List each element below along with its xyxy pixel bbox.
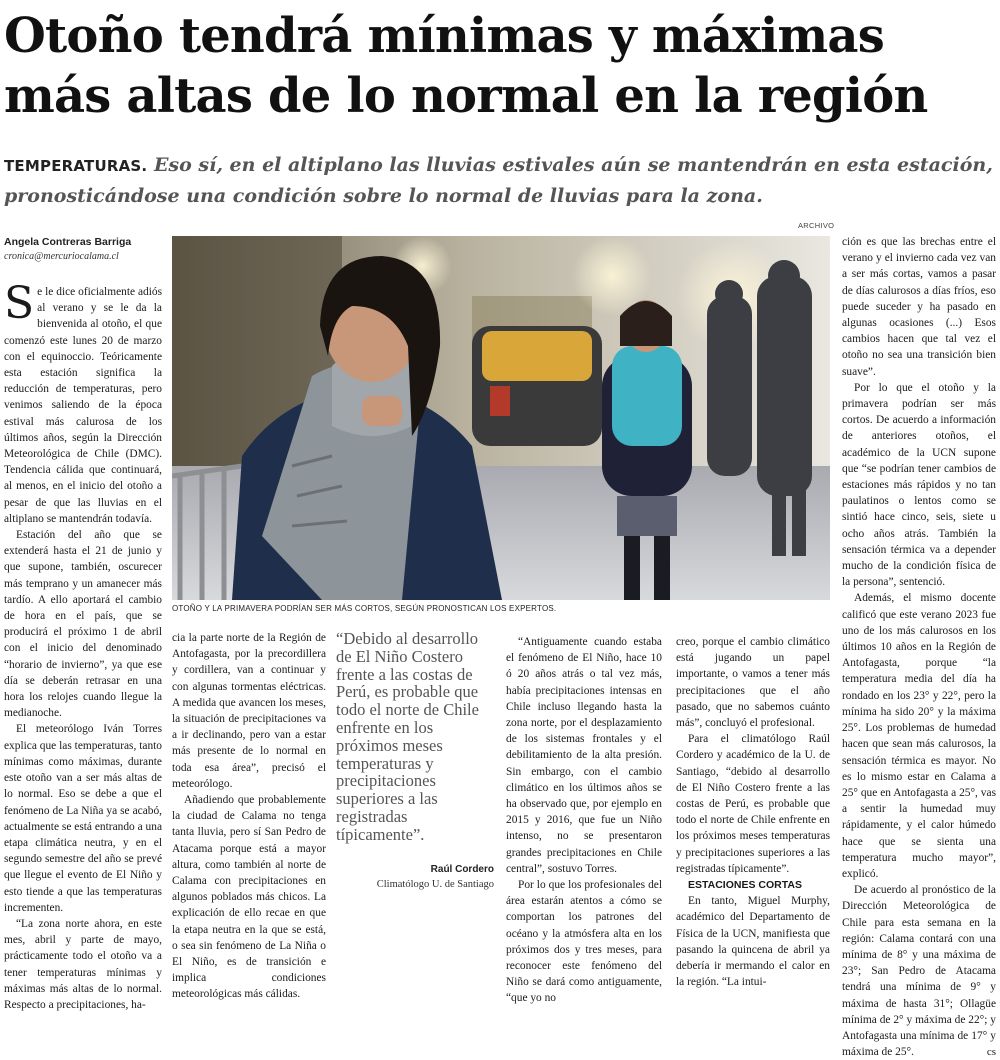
photo-credit: ARCHIVO	[798, 221, 835, 230]
article-column-5	[842, 234, 996, 1060]
paragraph: Para el climatólogo Raúl Cordero y académico de la U. de Santiago, “debido al desarrollo de El Niño Costero frente a las costas de Perú, es probable que todo el norte de Chile enfrente en los próximos meses temperaturas y precipitaciones superiores a las registradas típicamente”.	[676, 733, 830, 875]
paragraph: Estación del año que se extenderá hasta el 21 de junio y que supone, también, oscurecer más temprano y un amanecer más tardío. A ello aportará el cambio de hora en el país, que se producirá el próximo 1 de abril con el inicio del denominado “horario de invierno”, ya que ese día se deberán retrasar en una hora los relojes cuando llegue la medianoche.	[4, 529, 162, 720]
byline-email[interactable]: cronica@mercuriocalama.cl	[4, 251, 119, 262]
paragraph: El meteorólogo Iván Torres explica que las temperaturas, tanto mínimas como máximas, durante este otoño van a ser más altas de lo normal. Eso se debe a que el fenómeno de La Niña ya se acabó, actualmente se está entrando a una etapa climática neutra, y en el segundo semestre del año se prevé que llegue el evento de El Niño y esto tiende a que las temperaturas incrementen.	[4, 723, 162, 914]
paragraph: Por lo que los profesionales del área estarán atentos a cómo se comportan los patrones del océano y la atmósfera alta en los próximos dos y tres meses, para reconocer este fenómeno del Niño se dará como antiguamente, “que yo no	[506, 879, 662, 1005]
pull-quote	[336, 630, 494, 890]
article-column-2	[172, 630, 326, 1003]
pull-quote-author: Raúl Cordero	[430, 863, 494, 875]
paragraph: En tanto, Miguel Murphy, académico del Departamento de Física de la UCN, manifiesta que pasando la quincena de abril ya debería ir mermando el calor en la región. “La intui-	[676, 895, 830, 989]
photo-caption: OTOÑO Y LA PRIMAVERA PODRÍAN SER MÁS CORTOS, SEGÚN PRONOSTICAN LOS EXPERTOS.	[172, 604, 557, 613]
deck-text: Eso sí, en el altiplano las lluvias estivales aún se mantendrán en esta estación, pronosticándose una condición sobre lo normal de lluvias para la zona.	[4, 154, 993, 207]
article-column-3	[506, 634, 662, 1007]
paragraph: Además, el mismo docente calificó que este verano 2023 fue uno de los más calurosos en los últimos 10 años en la Región de Antofagasta, porque “la temperatura media del día ha rondado en los 23° y 22°, pero la mínima ha sido 20° y la máxima 25°. Los problemas de humedad hacen que sean más calurosos, la sensación térmica es mayor. No es lo mismo estar en Calama a 25° que en Antofagasta a 25°, vas a sentir la humedad muy rápidamente, y el calor húmedo hace que se sienta una temperatura mucho mayor”, explicó.	[842, 592, 996, 880]
article-column-4	[676, 634, 830, 990]
deck-kicker: TEMPERATURAS.	[4, 157, 148, 175]
paragraph: cia la parte norte de la Región de Antofagasta, por la precordillera y cordillera, van a continuar y con algunas tormentas eléctricas. A medida que avancen los meses, la situación de precipitaciones va a ir declinando, pero van a estar más presente de lo normal en toda esa área”, precisó el meteorólogo.	[172, 632, 326, 790]
paragraph: creo, porque el cambio climático está jugando un papel importante, o vamos a tener más precipitaciones que el año pasado, que no sabemos cuánto más”, concluyó el profesional.	[676, 636, 830, 730]
article-column-1	[4, 278, 162, 1013]
paragraph: Añadiendo que probablemente la ciudad de Calama no tenga tanta lluvia, pero sí San Pedro de Atacama porque está a mayor altura, como también al norte de Calama con precipitaciones en algunos poblados más chicos. La explicación de ello recae en que la etapa neutra en la que se está, o sea sin fenómeno de La Niña o El Niño, es de transición e implica condiciones meteorológicas más cálidas.	[172, 794, 326, 1001]
street-scene-image	[172, 236, 830, 600]
paragraph: ción es que las brechas entre el verano y el invierno cada vez van a ser más cortas, vamos a pasar de días calurosos a días fríos, eso puede suceder y ha pasado en algunas ocasiones (...) Esos cambios hacen que tal vez el otoño no sea una transición bien suave”.	[842, 236, 996, 378]
pull-quote-text: “Debido al desarrollo de El Niño Costero frente a las costas de Perú, es probable que todo el norte de Chile enfrente en los próximos meses temperaturas y precipitaciones superiores a las registradas típicamente”.	[336, 629, 479, 844]
article-photo	[172, 236, 830, 600]
pull-quote-role: Climatólogo U. de Santiago	[376, 878, 494, 890]
paragraph: Por lo que el otoño y la primavera podrían ser más cortos. De acuerdo a información de anteriores otoños, el académico de la UCN supone que “se podrían tener cambios de estaciones más rápidos y no tan paulatinos o lentos como se sintió hace cinco, seis, siete u ocho años atrás. También la sensación térmica va a depender mucho de la condición física de la persona”, sentenció.	[842, 381, 996, 589]
paragraph: Se le dice oficialmente adiós al verano y se le da la bienvenida al otoño, el que comenzó este lunes 20 de marzo con el equinoccio. Teóricamente esta estación significa la reducción de temperaturas, pero venimos saliendo de la época estival más calurosa de los últimos años, según la Dirección Meteorológica de Chile (DMC). Tendencia cálida que continuará, al menos, en el inicio del otoño a pesar de que las lluvias en el altiplano se mantendrán todavía.	[4, 278, 162, 525]
section-subhead: ESTACIONES CORTAS	[688, 879, 802, 892]
paragraph	[842, 882, 996, 1060]
paragraph: “La zona norte ahora, en este mes, abril y parte de mayo, prácticamente todo el otoño va a tener temperaturas mínimas y máximas más altas de lo normal. Respecto a precipitaciones, ha-	[4, 917, 162, 1011]
paragraph-text: De acuerdo al pronóstico de la Dirección Meteorológica de Chile para esta semana en la región: Calama contará con una mínima de 8° y una máxima de 23°; San Pedro de Atacama tendrá una mínima de 9° y máxima de hasta 31°; Ollagüe mínima de 2° y máxima de 22°; y Antofagasta una mínima de 17° y máxima de 25°.	[842, 884, 996, 1059]
byline	[4, 236, 169, 262]
paragraph: “Antiguamente cuando estaba el fenómeno de El Niño, hace 10 ó 20 años atrás o tal vez más, había precipitaciones intensas en Chile incluso llegando hasta la zona norte, por el desplazamiento de los sistemas frontales y el debilitamiento de la alta presión. Sin embargo, con el cambio climático en los últimos años se ha observado que, por ejemplo en 2015 y 2016, que fue un Niño intenso, no se presentaron grandes precipitaciones en Chile central”, sostuvo Torres.	[506, 636, 662, 875]
headline: Otoño tendrá mínimas y máximas más altas de lo normal en la región	[4, 8, 928, 124]
deck	[4, 150, 994, 211]
byline-author: Angela Contreras Barriga	[4, 236, 132, 248]
end-mark: cs	[986, 1046, 996, 1059]
